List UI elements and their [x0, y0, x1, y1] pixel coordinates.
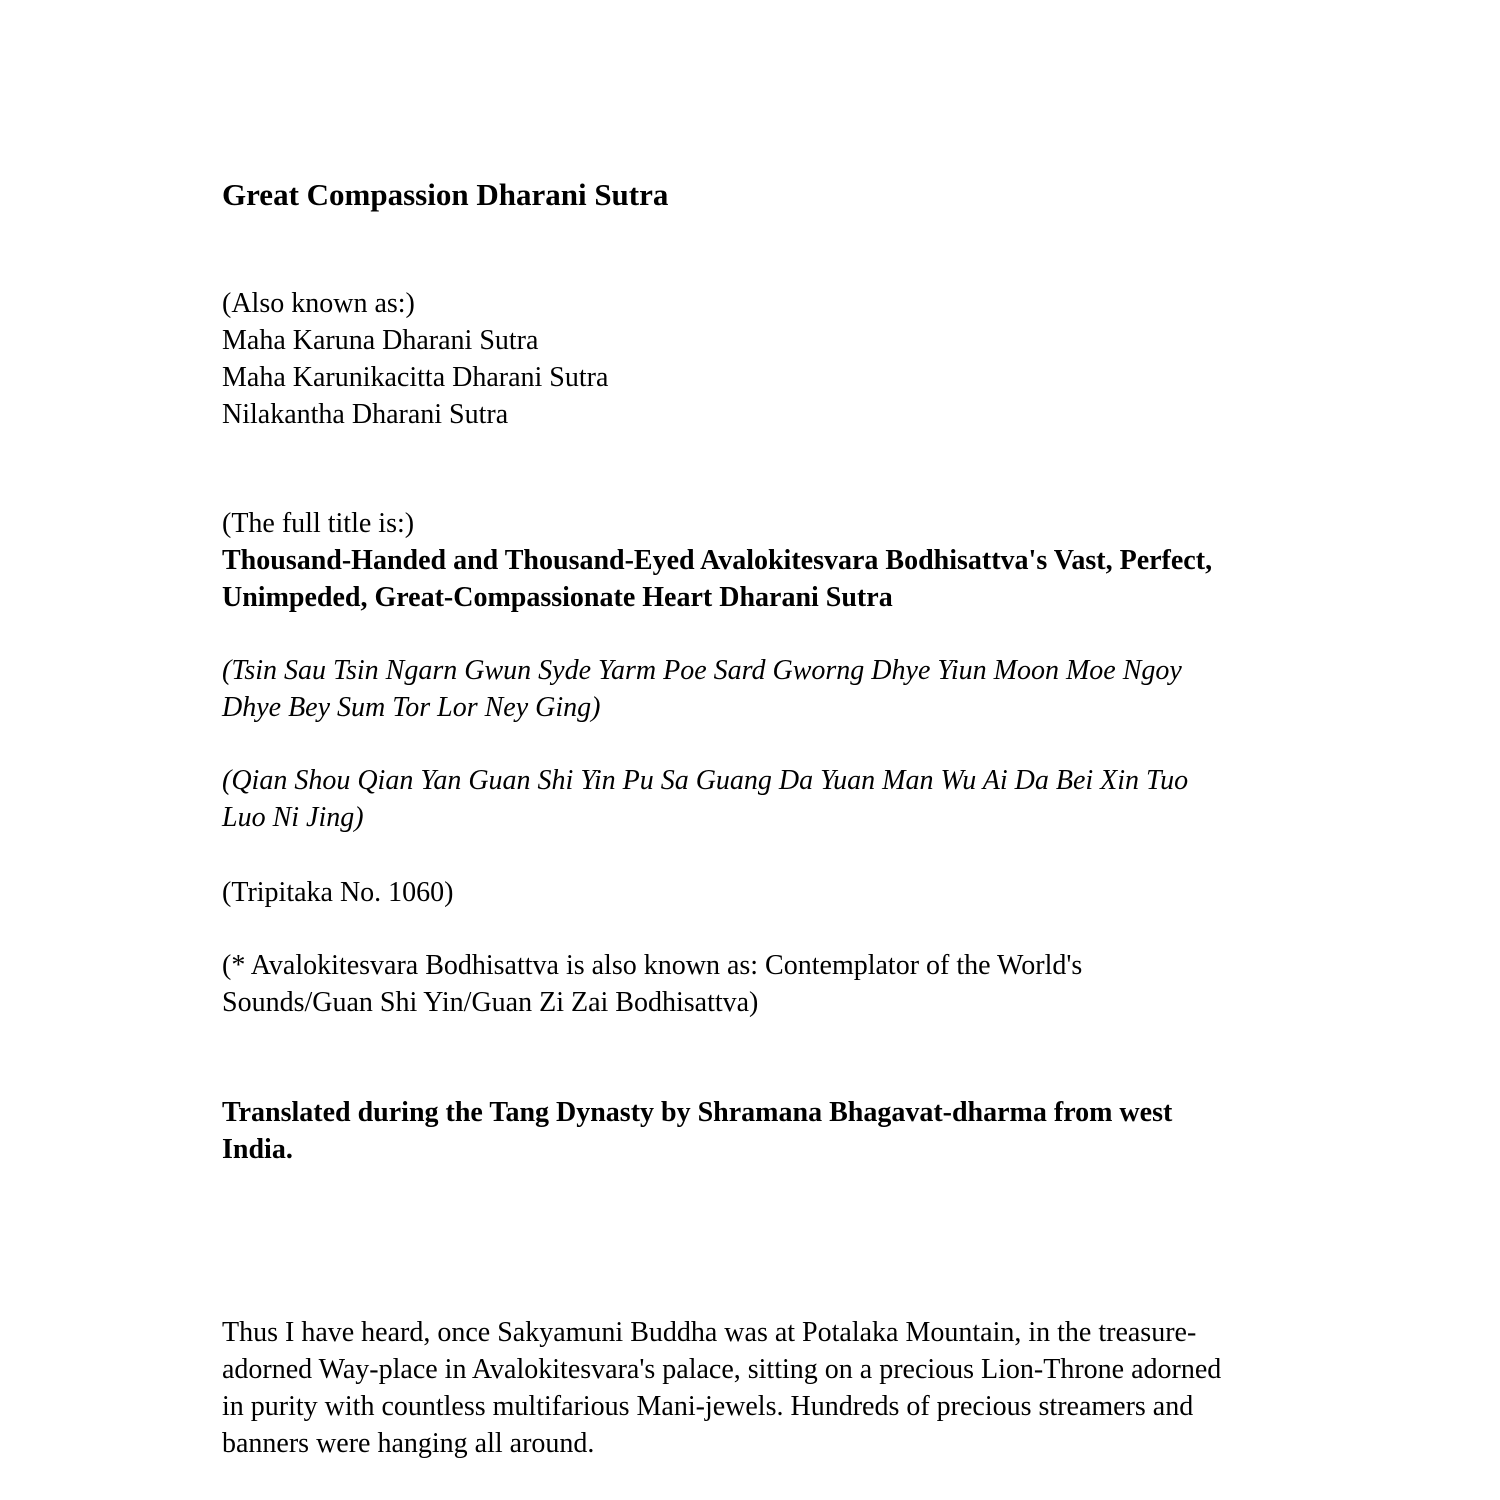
cantonese-transliteration-line: Dhye Bey Sum Tor Lor Ney Ging) [222, 692, 601, 723]
aka-name: Maha Karuna Dharani Sutra [222, 325, 539, 356]
opening-paragraph-line: banners were hanging all around. [222, 1428, 595, 1459]
full-title-section [222, 505, 1297, 616]
full-title-line: Unimpeded, Great-Compassionate Heart Dharani Sutra [222, 582, 893, 613]
avalokitesvara-note-line: Sounds/Guan Shi Yin/Guan Zi Zai Bodhisattva) [222, 987, 759, 1018]
translator-credit-line: Translated during the Tang Dynasty by Shramana Bhagavat-dharma from west [222, 1097, 1173, 1128]
document-content [222, 0, 1297, 1462]
full-title-line: Thousand-Handed and Thousand-Eyed Avalokitesvara Bodhisattva's Vast, Perfect, [222, 545, 1213, 576]
also-known-as-section [222, 285, 1297, 433]
aka-intro: (Also known as:) [222, 288, 415, 319]
avalokitesvara-note-line: (* Avalokitesvara Bodhisattva is also known as: Contemplator of the World's [222, 950, 1083, 981]
translator-credit-line: India. [222, 1134, 293, 1165]
opening-paragraph-line: Thus I have heard, once Sakyamuni Buddha was at Potalaka Mountain, in the treasure- [222, 1317, 1197, 1348]
opening-paragraph-line: in purity with countless multifarious Mani-jewels. Hundreds of precious streamers and [222, 1391, 1194, 1422]
cantonese-transliteration [222, 652, 1297, 726]
pinyin-transliteration [222, 762, 1297, 836]
cantonese-transliteration-line: (Tsin Sau Tsin Ngarn Gwun Syde Yarm Poe Sard Gworng Dhye Yiun Moon Moe Ngoy [222, 655, 1182, 686]
opening-paragraph [222, 1314, 1297, 1462]
aka-name: Maha Karunikacitta Dharani Sutra [222, 362, 609, 393]
opening-paragraph-line: adorned Way-place in Avalokitesvara's palace, sitting on a precious Lion-Throne adorned [222, 1354, 1222, 1385]
full-title-intro: (The full title is:) [222, 508, 415, 539]
avalokitesvara-note [222, 947, 1297, 1021]
aka-name: Nilakantha Dharani Sutra [222, 399, 509, 430]
tripitaka-number [222, 874, 1297, 911]
tripitaka-number-line: (Tripitaka No. 1060) [222, 877, 454, 908]
pinyin-transliteration-line: (Qian Shou Qian Yan Guan Shi Yin Pu Sa Guang Da Yuan Man Wu Ai Da Bei Xin Tuo [222, 765, 1189, 796]
translator-credit [222, 1094, 1297, 1168]
document-title: Great Compassion Dharani Sutra [222, 177, 669, 212]
pinyin-transliteration-line: Luo Ni Jing) [222, 802, 364, 833]
